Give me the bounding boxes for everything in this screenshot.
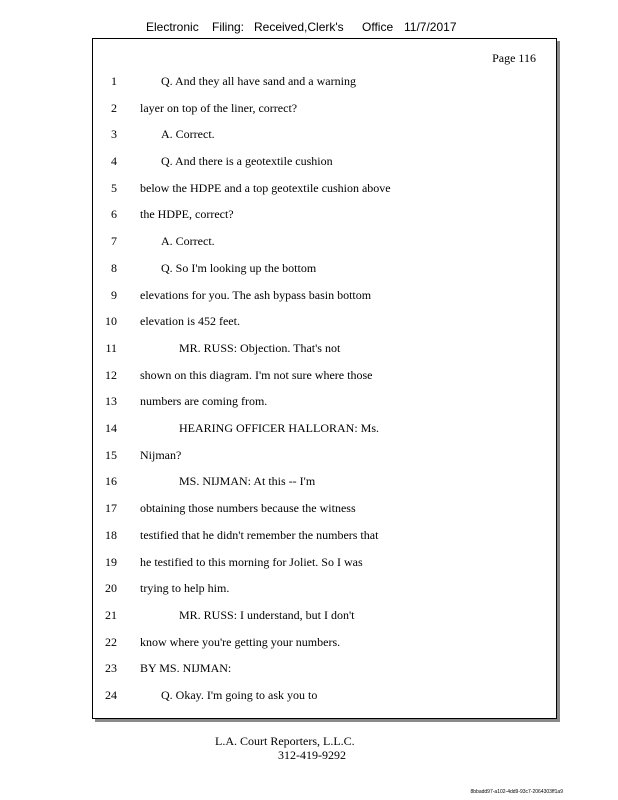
filing-header-filing: Filing: (212, 20, 245, 34)
line-text: Q. And they all have sand and a warning (161, 74, 356, 88)
line-text: BY MS. NIJMAN: (140, 661, 232, 675)
line-text: HEARING OFFICER HALLORAN: Ms. (179, 421, 380, 435)
line-number: 18 (105, 528, 117, 542)
line-text: he testified to this morning for Joliet. So I was (140, 555, 363, 569)
line-number: 12 (105, 368, 117, 382)
line-text: A. Correct. (161, 127, 215, 141)
line-number: 21 (105, 608, 117, 622)
line-text: Q. So I'm looking up the bottom (161, 261, 317, 275)
line-text: layer on top of the liner, correct? (140, 101, 298, 115)
line-number: 9 (111, 288, 117, 302)
line-text: below the HDPE and a top geotextile cushion above (140, 181, 391, 195)
line-text: Q. Okay. I'm going to ask you to (161, 688, 318, 702)
footer-company: L.A. Court Reporters, L.L.C. (215, 734, 355, 748)
line-text: shown on this diagram. I'm not sure where those (140, 368, 373, 382)
line-number: 3 (111, 127, 117, 141)
line-text: the HDPE, correct? (140, 207, 234, 221)
line-text: elevation is 452 feet. (140, 314, 240, 328)
line-number: 6 (111, 207, 117, 221)
line-number: 1 (111, 74, 117, 88)
line-number: 20 (105, 581, 117, 595)
line-text: MR. RUSS: Objection. That's not (179, 341, 341, 355)
line-text: Nijman? (140, 448, 182, 462)
line-number: 22 (105, 635, 117, 649)
filing-header-date: 11/7/2017 (404, 20, 457, 34)
line-number: 7 (111, 234, 117, 248)
line-number: 13 (105, 394, 117, 408)
filing-header-office: Office (362, 20, 394, 34)
line-number: 16 (105, 474, 117, 488)
line-text: know where you're getting your numbers. (140, 635, 341, 649)
line-number: 15 (105, 448, 117, 462)
page-number: Page 116 (492, 51, 536, 65)
line-text: numbers are coming from. (140, 394, 268, 408)
line-text: MR. RUSS: I understand, but I don't (179, 608, 355, 622)
line-number: 11 (105, 341, 117, 355)
line-text: obtaining those numbers because the witness (140, 501, 356, 515)
line-number: 23 (105, 661, 117, 675)
line-number: 8 (111, 261, 117, 275)
line-text: trying to help him. (140, 581, 230, 595)
line-number: 19 (105, 555, 117, 569)
line-text: Q. And there is a geotextile cushion (161, 154, 333, 168)
filing-header-electronic: Electronic (146, 20, 199, 34)
document-id: 8bbadd97-a102-4dd9-93c7-2064303ff1a9 (470, 789, 563, 795)
transcript-page (92, 38, 557, 719)
line-number: 4 (111, 154, 117, 168)
line-text: A. Correct. (161, 234, 215, 248)
filing-header-received: Received,Clerk's (254, 20, 344, 34)
line-text: MS. NIJMAN: At this -- I'm (179, 474, 316, 488)
line-number: 5 (111, 181, 117, 195)
line-number: 2 (111, 101, 117, 115)
footer-phone: 312-419-9292 (278, 748, 346, 762)
line-number: 17 (105, 501, 117, 515)
line-number: 10 (105, 314, 117, 328)
line-number: 24 (105, 688, 117, 702)
line-text: testified that he didn't remember the numbers that (140, 528, 379, 542)
line-number: 14 (105, 421, 117, 435)
line-text: elevations for you. The ash bypass basin bottom (140, 288, 372, 302)
